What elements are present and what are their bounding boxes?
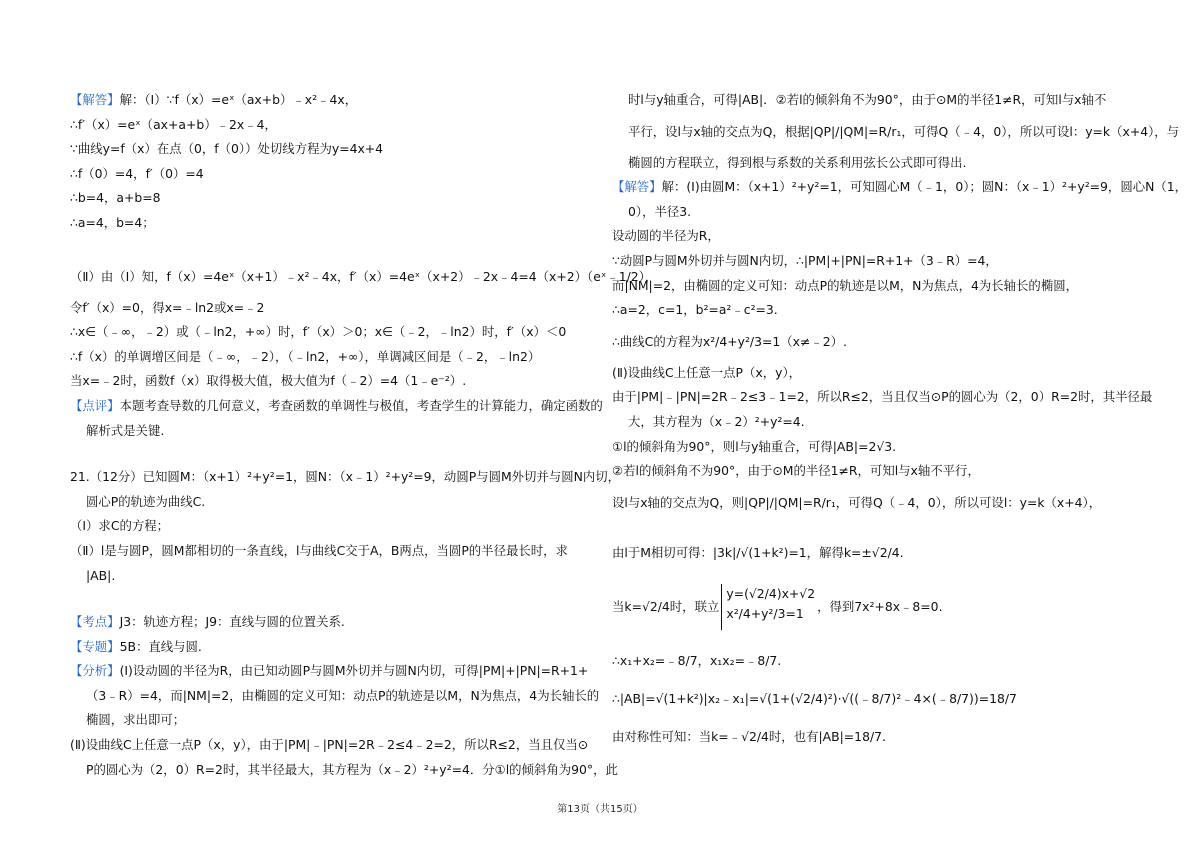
left-text-line xyxy=(70,369,610,394)
right-text-line xyxy=(612,680,1152,718)
system-row: x²/4+y²/3=1 xyxy=(726,606,804,622)
line-text: ∴b=4，a+b=8 xyxy=(70,190,161,206)
line-text: P的圆心为（2，0）R=2时，其半径最大，其方程为（x﹣2）²+y²=4．分①l的倾斜角为90°，此 xyxy=(86,761,618,777)
line-text: 5B：直线与圆. xyxy=(119,638,202,654)
system-prefix: 当k=√2/4时，联立 xyxy=(612,598,720,614)
right-text-line xyxy=(612,249,1152,274)
line-text: 当x=﹣2时，函数f（x）取得极大值，极大值为f（﹣2）=4（1﹣e⁻²）. xyxy=(70,373,467,389)
line-text: 令f′（x）=0，得x=﹣ln2或x=﹣2 xyxy=(70,299,265,315)
right-text-line xyxy=(612,410,1152,435)
left-text-line xyxy=(70,490,610,515)
left-text-line xyxy=(70,211,610,236)
left-text-line xyxy=(70,659,610,684)
left-text-line xyxy=(70,539,610,564)
right-text-line xyxy=(612,200,1152,225)
right-text-line xyxy=(612,484,1152,522)
right-text-line xyxy=(612,642,1152,680)
line-text: (Ⅱ)设曲线C上任意一点P（x，y）， xyxy=(612,364,802,380)
line-text: 平行，设l与x轴的交点为Q，根据|QP|/|QM|=R/r₁，可得Q（﹣4，0），所以可设l：y=k（x+4），与 xyxy=(628,123,1180,139)
right-text-line xyxy=(612,361,1152,386)
line-text: 解：（Ⅰ）∵f（x）=eˣ（ax+b）﹣x²﹣4x， xyxy=(119,92,358,107)
left-text-line xyxy=(70,758,618,783)
line-text: （Ⅰ）求C的方程； xyxy=(70,518,170,534)
right-spacer xyxy=(612,522,1152,534)
line-text: 0），半径3. xyxy=(628,203,692,219)
section-tag: 【专题】 xyxy=(70,638,120,654)
left-text-line xyxy=(70,514,610,539)
line-text: 时l与y轴重合，可得|AB|．②若l的倾斜角不为90°，由于⊙M的半径1≠R，可知l与x轴不 xyxy=(628,92,1107,107)
line-text: ∴曲线C的方程为x²/4+y²/3=1（x≠﹣2）. xyxy=(612,333,847,349)
section-tag: 【解答】 xyxy=(612,179,662,195)
line-text: ∴x∈（﹣∞，﹣2）或（﹣ln2，+∞）时，f′（x）＞0；x∈（﹣2，﹣ln2）时，f′（x）＜0 xyxy=(70,324,567,340)
right-text-line xyxy=(612,274,1152,299)
right-text-line xyxy=(612,175,1188,200)
line-text: 大，其方程为（x﹣2）²+y²=4. xyxy=(628,413,805,429)
right-text-line xyxy=(612,113,1180,151)
line-text: 21.（12分）已知圆M：（x+1）²+y²=1，圆N：（x﹣1）²+y²=9，动圆P与圆M外切并与圆N内切， xyxy=(70,469,621,485)
page-footer: 第13页（共15页） xyxy=(557,804,643,815)
right-text-line xyxy=(612,534,1152,572)
line-text: ∴|AB|=√(1+k²)|x₂﹣x₁|=√(1+(√2/4)²)·√((﹣8/7)²﹣4×(﹣8/7))=18/7 xyxy=(612,690,1017,706)
section-tag: 【分析】 xyxy=(70,663,120,679)
line-text: 设动圆的半径为R， xyxy=(612,228,720,244)
right-text-line xyxy=(612,385,1152,410)
line-text: ∴f′（x）=eˣ（ax+a+b）﹣2x﹣4， xyxy=(70,116,277,132)
line-text: J3：轨迹方程；J9：直线与圆的位置关系. xyxy=(119,614,345,630)
line-text: （Ⅱ）由（Ⅰ）知，f（x）=4eˣ（x+1）﹣x²﹣4x，f′（x）=4eˣ（x+2）﹣2x﹣4=4（x+2）（eˣ﹣1/2）， xyxy=(70,268,658,284)
line-text: ∴a=4，b=4； xyxy=(70,214,155,230)
equation-system xyxy=(721,584,815,630)
left-text-line xyxy=(70,394,610,419)
section-tag: 【考点】 xyxy=(70,614,120,630)
right-text-line xyxy=(612,224,1152,249)
left-text-line xyxy=(70,733,610,758)
line-text: |AB|. xyxy=(86,567,116,583)
line-text: ②若l的倾斜角不为90°，由于⊙M的半径1≠R，可知l与x轴不平行， xyxy=(612,463,980,479)
line-text: (Ⅰ)设动圆的半径为R，由已知动圆P与圆M外切并与圆N内切，可得|PM|+|PN|=R+1+ xyxy=(119,663,589,679)
right-text-line xyxy=(612,459,1152,484)
line-text: ∵动圆P与圆M外切并与圆N内切，∴|PM|+|PN|=R+1+（3﹣R）=4， xyxy=(612,252,998,268)
line-text: ①l的倾斜角为90°，则l与y轴重合，可得|AB|=2√3. xyxy=(612,438,897,454)
system-suffix: ，得到7x²+8x﹣8=0. xyxy=(817,598,943,614)
line-text: 由l于M相切可得：|3k|/√(1+k²)=1，解得k=±√2/4. xyxy=(612,544,904,560)
left-text-line xyxy=(70,113,610,138)
left-text-line xyxy=(70,708,610,733)
line-text: ∴x₁+x₂=﹣8/7，x₁x₂=﹣8/7. xyxy=(612,652,782,668)
left-text-line xyxy=(70,320,610,345)
line-text: 本题考查导数的几何意义，考查函数的单调性与极值，考查学生的计算能力，确定函数的 xyxy=(119,397,603,413)
left-text-line xyxy=(70,258,658,296)
line-text: （3﹣R）=4，而|NM|=2，由椭圆的定义可知：动点P的轨迹是以M，N为焦点，4为长轴长的 xyxy=(86,687,600,703)
left-text-line xyxy=(70,635,610,660)
right-text-line xyxy=(612,718,1152,756)
right-text-line xyxy=(612,323,1152,361)
line-text: 设l与x轴的交点为Q，则|QP|/|QM|=R/r₁，可得Q（﹣4，0），所以可设l：y=k（x+4）， xyxy=(612,494,1102,510)
left-text-line xyxy=(70,186,610,211)
section-tag: 【解答】 xyxy=(70,92,120,107)
line-text: ∴f（x）的单调增区间是（﹣∞，﹣2），（﹣ln2，+∞），单调减区间是（﹣2，﹣ln2） xyxy=(70,348,541,364)
right-text-line xyxy=(612,435,1152,460)
left-text-line xyxy=(70,345,610,370)
left-text-line xyxy=(70,684,610,709)
right-column xyxy=(612,88,1188,756)
section-tag: 【点评】 xyxy=(70,397,120,413)
left-spacer xyxy=(70,443,610,465)
right-text-line xyxy=(612,88,1152,113)
left-text-line xyxy=(70,162,610,187)
right-spacer xyxy=(612,572,1152,584)
left-spacer xyxy=(70,588,610,610)
left-text-line xyxy=(70,88,610,113)
right-text-line xyxy=(612,584,1152,630)
system-row: y=(√2/4)x+√2 xyxy=(726,586,816,602)
line-text: 椭圆，求出即可； xyxy=(86,712,186,728)
line-text: ∴f（0）=4，f′（0）=4 xyxy=(70,165,204,181)
line-text: 椭圆的方程联立，得到根与系数的关系利用弦长公式即可得出. xyxy=(628,154,967,170)
line-text: （Ⅱ）l是与圆P，圆M都相切的一条直线，l与曲线C交于A，B两点，当圆P的半径最长时，求 xyxy=(70,542,568,558)
line-text: 解析式是关键. xyxy=(86,422,165,438)
left-text-line xyxy=(70,296,610,321)
line-text: 圆心P的轨迹为曲线C. xyxy=(86,493,206,509)
line-text: ∵曲线y=f（x）在点（0，f（0））处切线方程为y=4x+4 xyxy=(70,141,384,157)
right-text-line xyxy=(612,151,1152,176)
left-text-line xyxy=(70,610,610,635)
left-text-line xyxy=(70,564,610,589)
line-text: 解：(Ⅰ)由圆M：（x+1）²+y²=1，可知圆心M（﹣1，0）；圆N：（x﹣1）²+y²=9，圆心N（1， xyxy=(661,179,1188,195)
line-text: 而|NM|=2，由椭圆的定义可知：动点P的轨迹是以M，N为焦点，4为长轴长的椭圆， xyxy=(612,277,1078,293)
left-text-line xyxy=(70,465,621,490)
left-text-line xyxy=(70,419,610,444)
left-column xyxy=(70,88,658,782)
line-text: 由于|PM|﹣|PN|=2R﹣2≤3﹣1=2，所以R≤2，当且仅当⊙P的圆心为（2，0）R=2时，其半径最 xyxy=(612,389,1153,405)
line-text: (Ⅱ)设曲线C上任意一点P（x，y），由于|PM|﹣|PN|=2R﹣2≤4﹣2=2，所以R≤2，当且仅当⊙ xyxy=(70,737,589,753)
right-spacer xyxy=(612,630,1152,642)
right-text-line xyxy=(612,298,1152,323)
line-text: ∴a=2，c=1，b²=a²﹣c²=3. xyxy=(612,302,778,318)
left-text-line xyxy=(70,137,610,162)
line-text: 由对称性可知：当k=﹣√2/4时，也有|AB|=18/7. xyxy=(612,728,886,744)
left-spacer xyxy=(70,236,610,258)
